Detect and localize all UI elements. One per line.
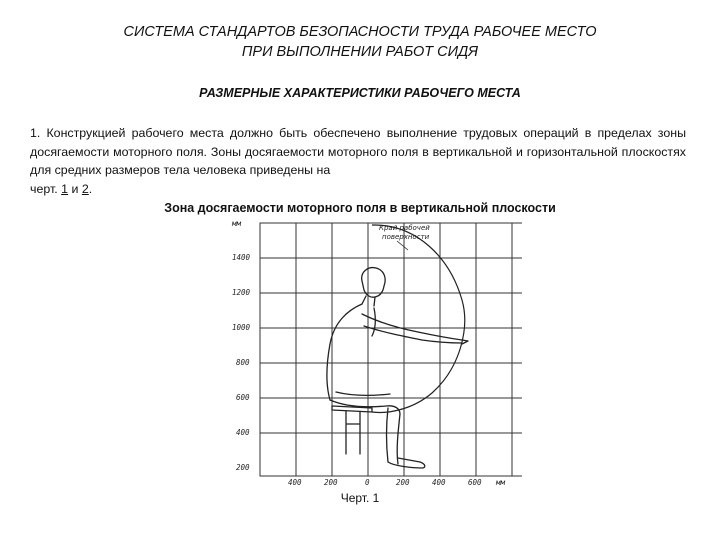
ref-prefix: черт. [30,181,62,196]
drawing-2-link[interactable]: 2 [81,181,89,196]
y-tick: 1000 [232,323,251,332]
y-tick: 800 [236,358,250,367]
y-axis-unit: мм [232,219,242,228]
y-tick: 600 [236,393,250,402]
curve-note-line2: поверхности [382,233,430,241]
body-paragraph [30,124,686,198]
x-tick: 400 [288,478,302,487]
x-tick: 400 [432,478,446,487]
x-tick: 0 [365,478,370,487]
figure-caption: Зона досягаемости моторного поля в вертикальной плоскости [164,201,556,215]
y-tick: 200 [236,463,250,472]
ref-end: . [88,181,93,196]
section-subtitle: РАЗМЕРНЫЕ ХАРАКТЕРИСТИКИ РАБОЧЕГО МЕСТА [199,86,521,100]
ref-and: и [68,181,82,196]
x-tick: 200 [324,478,338,487]
figure-label: Черт. 1 [340,491,380,505]
x-tick: 200 [396,478,410,487]
x-tick: 600 [468,478,482,487]
document-title-line2: ПРИ ВЫПОЛНЕНИИ РАБОТ СИДЯ [241,44,479,60]
grid-frame [260,223,522,476]
paragraph-text: 1. Конструкцией рабочего места должно быть обеспечено выполнение трудовых операций в пределах зоны досягаемости моторного поля. Зоны досягаемости моторного поля в вертикальной и горизонтальной плоскостях для средних размеров тела человека приведены на [30,126,686,177]
motor-field-figure [222,218,522,490]
curve-note-line1: Край рабочей [379,224,430,232]
x-axis-unit: мм [496,478,506,487]
paragraph-reference-line [30,180,686,199]
y-tick: 1400 [232,253,251,262]
y-tick: 1200 [232,288,251,297]
figure-grid [260,223,522,476]
reach-zone-arc [372,225,465,412]
seated-person-figure [327,268,468,468]
drawing-1-link[interactable]: 1 [61,181,69,196]
y-tick: 400 [236,428,250,437]
document-title-line1: СИСТЕМА СТАНДАРТОВ БЕЗОПАСНОСТИ ТРУДА РАБОЧЕЕ МЕСТО [123,24,597,40]
